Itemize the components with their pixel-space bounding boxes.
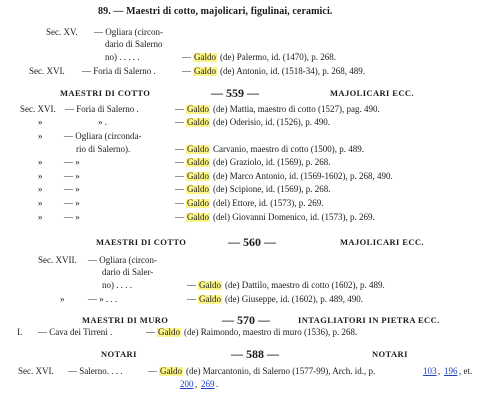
place-label: — Salerno. . . . xyxy=(68,366,123,376)
place-label: — Ogliara (circon- xyxy=(88,255,157,265)
page-title: 89. — Maestri di cotto, majolicari, figulinai, ceramici. xyxy=(98,6,333,17)
place-label: no) . . . . . xyxy=(105,52,140,62)
entry-text: (de) Antonio, id. (1518-34), p. 268, 489. xyxy=(220,66,365,76)
entry-row xyxy=(0,67,500,81)
century-label: » xyxy=(38,157,43,167)
section-right-label: NOTARI xyxy=(372,349,408,359)
entry-row xyxy=(0,53,500,67)
place-label: — Cava dei Tirreni . xyxy=(38,327,113,337)
entry-row xyxy=(0,199,500,213)
place-label: dario di Saler- xyxy=(102,267,154,277)
place-label: dario di Salerno xyxy=(105,39,163,49)
entry-dash: — xyxy=(187,294,196,304)
entry-dash: — xyxy=(175,144,184,154)
entry-dash: — xyxy=(187,280,196,290)
section-number: — 570 — xyxy=(222,313,270,327)
highlighted-name: Galdo xyxy=(199,280,221,290)
section-number: — 588 — xyxy=(231,347,279,361)
entry-tail: . xyxy=(216,379,219,389)
entry-text: (de) Graziolo, id. (1569), p. 268. xyxy=(213,157,331,167)
page-link[interactable]: 200 xyxy=(180,379,194,389)
entry-dash: — xyxy=(175,212,184,222)
century-label: Sec. XVI. xyxy=(20,104,56,114)
page-link[interactable]: 196 xyxy=(444,366,458,376)
entry-dash: — xyxy=(146,327,155,337)
highlighted-name: Galdo xyxy=(187,117,209,127)
entry-row xyxy=(0,281,500,295)
section-left-label: MAESTRI DI MURO xyxy=(82,315,169,325)
section-header xyxy=(0,348,500,362)
entry-dash: — xyxy=(182,66,191,76)
century-label: » xyxy=(38,117,43,127)
entry-text: (de) Oderisio, id. (1526), p. 490. xyxy=(213,117,330,127)
entry-text: (del) Giovanni Domenico, id. (1573), p. 269. xyxy=(213,212,375,222)
century-label: » xyxy=(60,294,65,304)
section-right-label: MAJOLICARI ECC. xyxy=(330,88,414,98)
entry-text: (de) Dattilo, maestro di cotto (1602), p. 489. xyxy=(225,280,385,290)
page-link[interactable]: 269 xyxy=(201,379,215,389)
entry-text: (de) Giuseppe, id. (1602), p. 489, 490. xyxy=(225,294,363,304)
section-header xyxy=(0,314,500,328)
entry-row xyxy=(0,295,500,309)
section-right-label: INTAGLIATORI IN PIETRA ECC. xyxy=(298,315,440,325)
highlighted-name: Galdo xyxy=(194,66,216,76)
highlighted-name: Galdo xyxy=(187,184,209,194)
entry-text: (de) Scipione, id. (1569), p. 268. xyxy=(213,184,331,194)
section-header xyxy=(0,236,500,250)
place-label: — Ogliara (circon- xyxy=(94,27,163,37)
section-number: — 560 — xyxy=(228,235,276,249)
highlighted-name: Galdo xyxy=(158,327,180,337)
place-label: rio di Salerno). xyxy=(76,144,131,154)
section-left-label: NOTARI xyxy=(101,349,137,359)
entry-row xyxy=(0,213,500,227)
entry-dash: — xyxy=(175,198,184,208)
highlighted-name: Galdo xyxy=(187,157,209,167)
place-label: — » xyxy=(64,157,80,167)
highlighted-name: Galdo xyxy=(187,212,209,222)
place-label: — » . . . xyxy=(88,294,118,304)
entry-text: (de) Marco Antonio, id. (1569-1602), p. 268, 490. xyxy=(213,171,393,181)
entry-row xyxy=(0,158,500,172)
place-label: — Ogliara (circonda- xyxy=(64,131,142,141)
page-link[interactable]: 103 xyxy=(423,366,437,376)
entry-text: (del) Ettore, id. (1573), p. 269. xyxy=(213,198,324,208)
entry-dash: — xyxy=(175,157,184,167)
entry-dash: — xyxy=(148,366,157,376)
place-label: » . xyxy=(98,117,107,127)
entry-row xyxy=(0,328,500,342)
century-label: I. xyxy=(17,327,23,337)
century-label: Sec. XVII. xyxy=(38,255,77,265)
entry-row xyxy=(0,185,500,199)
entry-dash: — xyxy=(175,104,184,114)
place-label: — » xyxy=(64,184,80,194)
entry-text: Carvanio, maestro di cotto (1500), p. 489. xyxy=(213,144,364,154)
entry-text: (de) Raimondo, maestro di muro (1536), p. 268. xyxy=(184,327,358,337)
highlighted-name: Galdo xyxy=(194,52,216,62)
entry-dash: — xyxy=(175,171,184,181)
section-left-label: MAESTRI DI COTTO xyxy=(60,88,151,98)
entry-text: (de) Marcantonio, di Salerno (1577-99), Arch. id., p. xyxy=(186,366,376,376)
entry-dash: — xyxy=(175,184,184,194)
century-label: » xyxy=(38,131,43,141)
highlighted-name: Galdo xyxy=(187,171,209,181)
section-left-label: MAESTRI DI COTTO xyxy=(96,237,187,247)
century-label: Sec. XV. xyxy=(46,27,78,37)
place-label: — » xyxy=(64,212,80,222)
century-label: Sec. XVI. xyxy=(29,66,65,76)
place-label: — Foria di Salerno . xyxy=(65,104,139,114)
highlighted-name: Galdo xyxy=(187,144,209,154)
entry-dash: — xyxy=(182,52,191,62)
highlighted-name: Galdo xyxy=(199,294,221,304)
place-label: no) . . . . xyxy=(102,280,132,290)
entry-tail: , et. xyxy=(459,366,473,376)
century-label: » xyxy=(38,184,43,194)
entry-text: (de) Mattia, maestro di cotto (1527), pag. 490. xyxy=(213,104,380,114)
century-label: » xyxy=(38,171,43,181)
place-label: — » xyxy=(64,171,80,181)
century-label: » xyxy=(38,212,43,222)
entry-dash: — xyxy=(175,117,184,127)
place-label: — Foria di Salerno . xyxy=(82,66,156,76)
section-header xyxy=(0,87,500,101)
highlighted-name: Galdo xyxy=(160,366,182,376)
section-number: — 559 — xyxy=(211,86,259,100)
place-label: — » xyxy=(64,198,80,208)
highlighted-name: Galdo xyxy=(187,198,209,208)
highlighted-name: Galdo xyxy=(187,104,209,114)
entry-text: (de) Palermo, id. (1470), p. 268. xyxy=(220,52,336,62)
century-label: » xyxy=(38,198,43,208)
entry-row xyxy=(0,118,500,132)
entry-row: Sec. XVI. — Salerno. . . . — Galdo (de) Marcantonio, di Salerno (1577-99), Arch. id., p. 103 , 196 , et. xyxy=(18,366,473,376)
century-label: Sec. XVI. xyxy=(18,366,54,376)
section-right-label: MAJOLICARI ECC. xyxy=(340,237,424,247)
entry-row: 200 , 269 . xyxy=(180,379,219,389)
